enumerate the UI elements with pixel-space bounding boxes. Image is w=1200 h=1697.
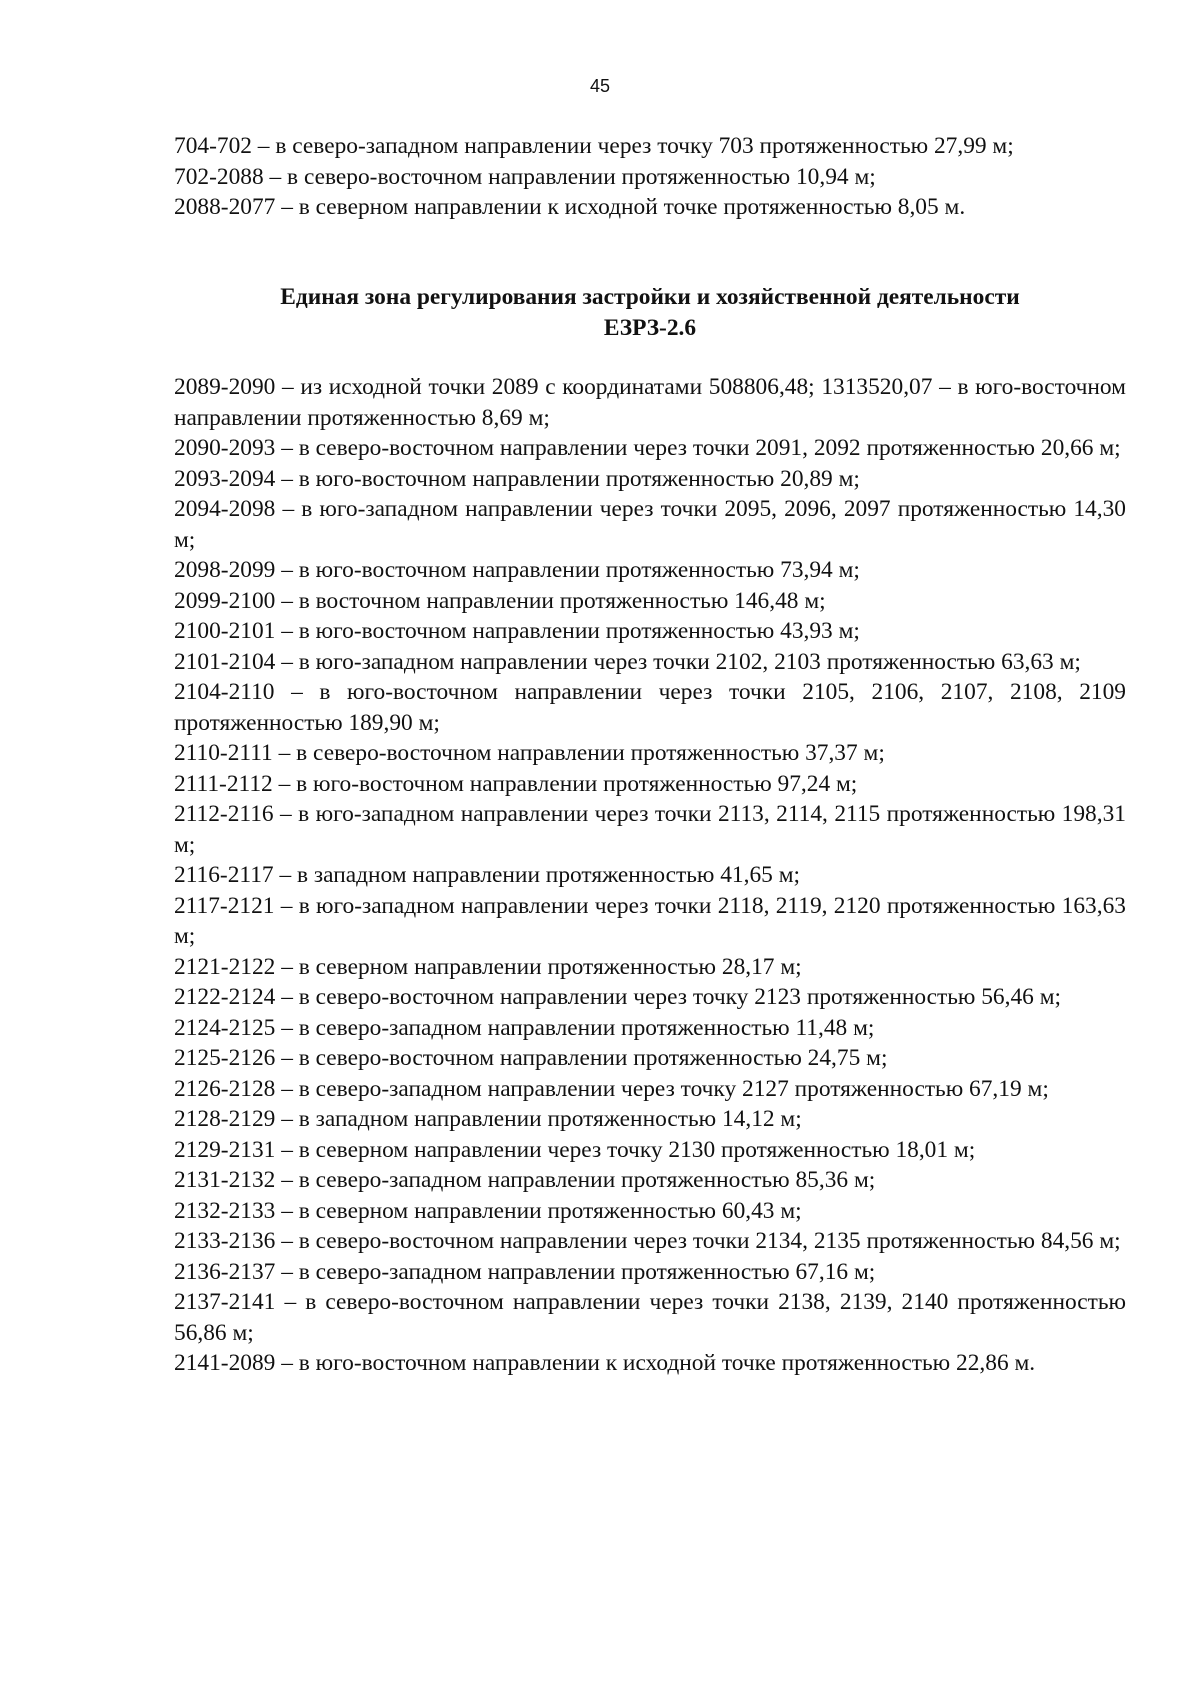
boundary-segment: 2126-2128 – в северо-западном направлении через точку 2127 протяженностью 67,19 м; <box>174 1075 1049 1102</box>
section-heading-code: ЕЗРЗ-2.6 <box>603 314 697 341</box>
boundary-segment: 2131-2132 – в северо-западном направлении протяженностью 85,36 м; <box>174 1167 876 1193</box>
boundary-segment: 2104-2110 – в юго-восточном направлении через точки 2105, 2106, 2107, 2108, 2109 протяженностью 189,90 м; <box>174 679 1126 736</box>
boundary-segment: 2088-2077 – в северном направлении к исходной точке протяженностью 8,05 м. <box>174 194 966 220</box>
boundary-segment: 2133-2136 – в северо-восточном направлении через точки 2134, 2135 протяженностью 84,56 м; <box>174 1228 1121 1254</box>
boundary-segment: 2090-2093 – в северо-восточном направлении через точки 2091, 2092 протяженностью 20,66 м; <box>174 435 1121 461</box>
boundary-segment: 2100-2101 – в юго-восточном направлении протяженностью 43,93 м; <box>174 618 860 644</box>
boundary-segment: 2110-2111 – в северо-восточном направлении протяженностью 37,37 м; <box>174 740 885 766</box>
boundary-segment: 2125-2126 – в северо-восточном направлении протяженностью 24,75 м; <box>174 1045 888 1071</box>
boundary-segment: 2141-2089 – в юго-восточном направлении к исходной точке протяженностью 22,86 м. <box>174 1350 1036 1376</box>
section-heading-title: Единая зона регулирования застройки и хозяйственной деятельности <box>280 284 1020 310</box>
boundary-segment: 702-2088 – в северо-восточном направлении протяженностью 10,94 м; <box>174 163 876 190</box>
boundary-segment: 2121-2122 – в северном направлении протяженностью 28,17 м; <box>174 953 802 980</box>
boundary-segment: 704-702 – в северо-западном направлении через точку 703 протяженностью 27,99 м; <box>174 133 1014 159</box>
boundary-segment: 2132-2133 – в северном направлении протяженностью 60,43 м; <box>174 1197 802 1224</box>
boundary-segment: 2101-2104 – в юго-западном направлении через точки 2102, 2103 протяженностью 63,63 м; <box>174 648 1081 675</box>
boundary-segment: 2137-2141 – в северо-восточном направлении через точки 2138, 2139, 2140 протяженностью 56,86 м; <box>174 1289 1126 1346</box>
boundary-segment: 2089-2090 – из исходной точки 2089 с координатами 508806,48; 1313520,07 – в юго-восточном направлении протяженностью 8,69 м; <box>174 374 1126 431</box>
page-number: 45 <box>589 76 611 96</box>
boundary-segment: 2111-2112 – в юго-восточном направлении протяженностью 97,24 м; <box>174 770 858 797</box>
boundary-segment: 2129-2131 – в северном направлении через точку 2130 протяженностью 18,01 м; <box>174 1136 976 1163</box>
boundary-segment: 2136-2137 – в северо-западном направлении протяженностью 67,16 м; <box>174 1258 876 1285</box>
boundary-segment: 2117-2121 – в юго-западном направлении через точки 2118, 2119, 2120 протяженностью 163,63 м; <box>174 892 1126 949</box>
section-heading <box>174 282 1126 343</box>
boundary-segment: 2116-2117 – в западном направлении протяженностью 41,65 м; <box>174 862 800 888</box>
boundary-segment: 2112-2116 – в юго-западном направлении через точки 2113, 2114, 2115 протяженностью 198,31 м; <box>174 801 1126 858</box>
boundary-segment: 2094-2098 – в юго-западном направлении через точки 2095, 2096, 2097 протяженностью 14,30 м; <box>174 496 1126 553</box>
boundary-segment: 2128-2129 – в западном направлении протяженностью 14,12 м; <box>174 1106 802 1132</box>
boundary-segment: 2093-2094 – в юго-восточном направлении протяженностью 20,89 м; <box>174 465 860 492</box>
boundary-segment: 2099-2100 – в восточном направлении протяженностью 146,48 м; <box>174 587 826 614</box>
boundary-description-continued <box>174 131 1126 223</box>
boundary-segment: 2098-2099 – в юго-восточном направлении протяженностью 73,94 м; <box>174 557 860 583</box>
boundary-description <box>174 372 1126 1379</box>
boundary-segment: 2122-2124 – в северо-восточном направлении через точку 2123 протяженностью 56,46 м; <box>174 984 1062 1010</box>
boundary-segment: 2124-2125 – в северо-западном направлении протяженностью 11,48 м; <box>174 1014 875 1041</box>
